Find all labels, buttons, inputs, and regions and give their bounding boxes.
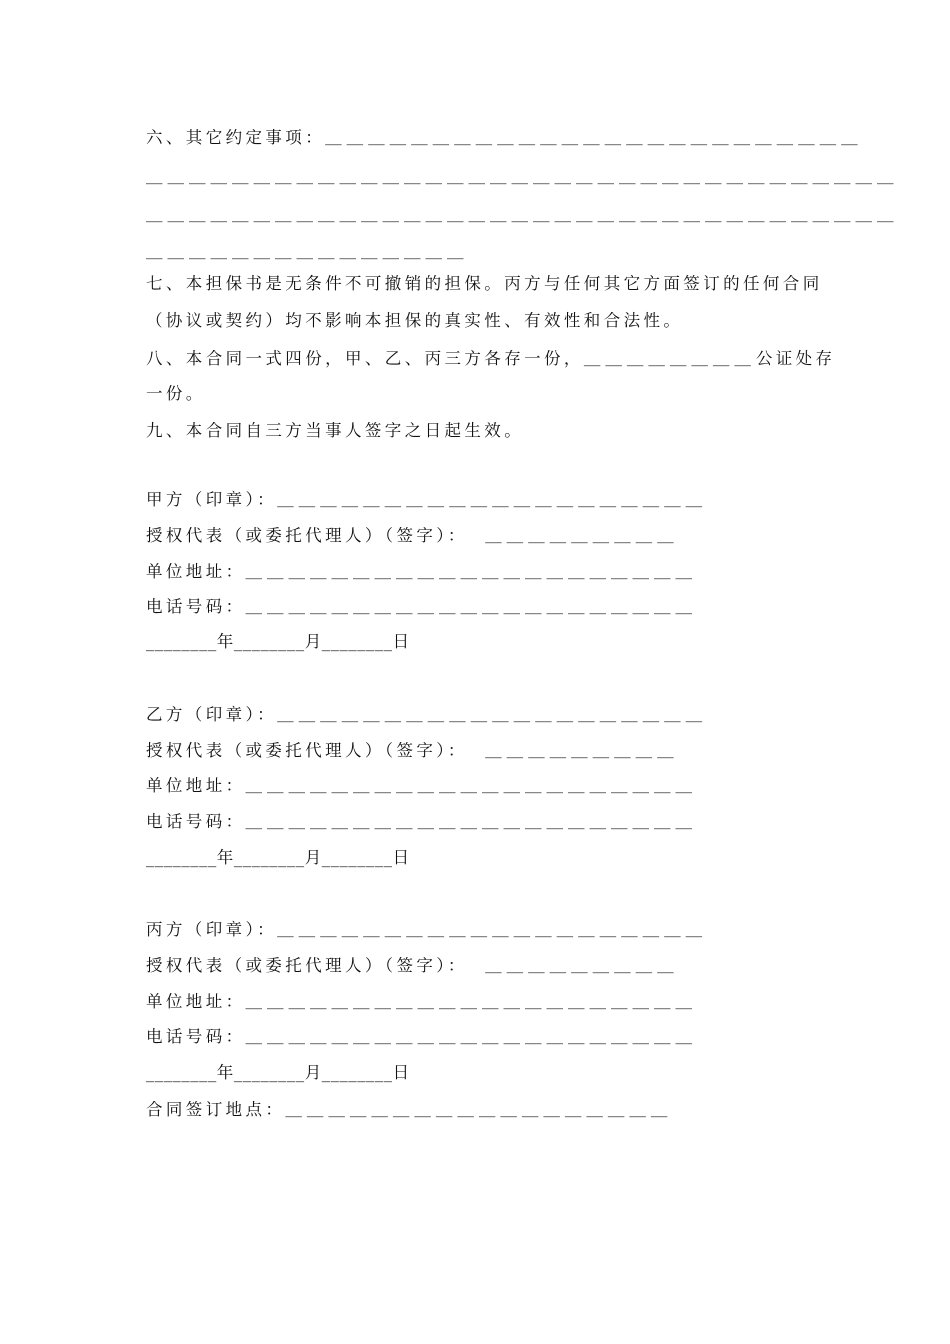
party-a-blank: ＿＿＿＿＿＿＿＿＿＿＿＿＿＿＿＿＿＿＿＿ bbox=[277, 490, 708, 509]
party-c-address-line bbox=[146, 989, 697, 1015]
party-a-rep-label: 授权代表（或委托代理人）（签字）： bbox=[146, 526, 468, 545]
party-a-seal-line bbox=[146, 487, 707, 513]
clause-7-line-1: 七、本担保书是无条件不可撤销的担保。丙方与任何其它方面签订的任何合同 bbox=[146, 274, 823, 293]
party-c-address-blank: ＿＿＿＿＿＿＿＿＿＿＿＿＿＿＿＿＿＿＿＿＿ bbox=[245, 992, 697, 1011]
party-b-phone-label: 电话号码： bbox=[146, 812, 246, 831]
clause-8-blank: ＿＿＿＿＿＿＿＿ bbox=[583, 349, 756, 368]
clause-8-line-2: 一份。 bbox=[146, 384, 206, 403]
party-b-address-label: 单位地址： bbox=[146, 776, 246, 795]
clause-6-blank-line-4: ＿＿＿＿＿＿＿＿＿＿＿＿＿＿＿ bbox=[146, 242, 469, 261]
party-a-address-blank: ＿＿＿＿＿＿＿＿＿＿＿＿＿＿＿＿＿＿＿＿＿ bbox=[245, 562, 697, 581]
party-c-label: 丙方（印章）： bbox=[146, 920, 278, 939]
party-a-address-label: 单位地址： bbox=[146, 562, 246, 581]
party-a-date-line: ________年________月________日 bbox=[146, 632, 410, 651]
clause-8-text: 八、本合同一式四份，甲、乙、丙三方各存一份， bbox=[146, 349, 584, 368]
clause-6-blank-line-2: ＿＿＿＿＿＿＿＿＿＿＿＿＿＿＿＿＿＿＿＿＿＿＿＿＿＿＿＿＿＿＿＿＿＿＿ bbox=[146, 167, 899, 186]
party-c-phone-blank: ＿＿＿＿＿＿＿＿＿＿＿＿＿＿＿＿＿＿＿＿＿ bbox=[245, 1027, 697, 1046]
party-a-rep-line bbox=[146, 523, 679, 549]
party-c-rep-blank: ＿＿＿＿＿＿＿＿＿ bbox=[485, 956, 679, 975]
party-a-rep-blank: ＿＿＿＿＿＿＿＿＿ bbox=[485, 526, 679, 545]
party-b-rep-label: 授权代表（或委托代理人）（签字）： bbox=[146, 741, 468, 760]
clause-8-notary: 公证处存 bbox=[755, 349, 836, 368]
clause-8-line-1 bbox=[146, 346, 835, 372]
party-b-rep-blank: ＿＿＿＿＿＿＿＿＿ bbox=[485, 741, 679, 760]
clause-9: 九、本合同自三方当事人签字之日起生效。 bbox=[146, 421, 525, 440]
clause-6-blank: ＿＿＿＿＿＿＿＿＿＿＿＿＿＿＿＿＿＿＿＿＿＿＿＿＿ bbox=[325, 128, 863, 147]
party-c-rep-label: 授权代表（或委托代理人）（签字）： bbox=[146, 956, 468, 975]
party-c-phone-label: 电话号码： bbox=[146, 1027, 246, 1046]
signing-place-label: 合同签订地点： bbox=[146, 1100, 286, 1119]
clause-6-blank-line-3: ＿＿＿＿＿＿＿＿＿＿＿＿＿＿＿＿＿＿＿＿＿＿＿＿＿＿＿＿＿＿＿＿＿＿＿ bbox=[146, 205, 899, 224]
party-b-rep-line bbox=[146, 738, 679, 764]
party-b-phone-blank: ＿＿＿＿＿＿＿＿＿＿＿＿＿＿＿＿＿＿＿＿＿ bbox=[245, 812, 697, 831]
party-b-phone-line bbox=[146, 809, 697, 835]
party-a-phone-label: 电话号码： bbox=[146, 597, 246, 616]
clause-6-label: 六、其它约定事项： bbox=[146, 128, 326, 147]
party-b-label: 乙方（印章）： bbox=[146, 705, 278, 724]
party-a-phone-line bbox=[146, 594, 697, 620]
party-c-seal-line bbox=[146, 917, 707, 943]
party-b-address-line bbox=[146, 773, 697, 799]
party-b-date-line: ________年________月________日 bbox=[146, 848, 410, 867]
party-c-rep-line bbox=[146, 953, 679, 979]
party-b-seal-line bbox=[146, 702, 707, 728]
clause-6-line-1 bbox=[146, 125, 863, 151]
party-b-address-blank: ＿＿＿＿＿＿＿＿＿＿＿＿＿＿＿＿＿＿＿＿＿ bbox=[245, 776, 697, 795]
party-c-blank: ＿＿＿＿＿＿＿＿＿＿＿＿＿＿＿＿＿＿＿＿ bbox=[277, 920, 708, 939]
party-a-phone-blank: ＿＿＿＿＿＿＿＿＿＿＿＿＿＿＿＿＿＿＿＿＿ bbox=[245, 597, 697, 616]
party-b-blank: ＿＿＿＿＿＿＿＿＿＿＿＿＿＿＿＿＿＿＿＿ bbox=[277, 705, 708, 724]
clause-7-line-2: （协议或契约）均不影响本担保的真实性、有效性和合法性。 bbox=[146, 311, 684, 330]
party-c-phone-line bbox=[146, 1024, 697, 1050]
party-a-label: 甲方（印章）： bbox=[146, 490, 278, 509]
party-c-date-line: ________年________月________日 bbox=[146, 1063, 410, 1082]
signing-place-line bbox=[146, 1097, 672, 1123]
party-a-address-line bbox=[146, 559, 697, 585]
party-c-address-label: 单位地址： bbox=[146, 992, 246, 1011]
signing-place-blank: ＿＿＿＿＿＿＿＿＿＿＿＿＿＿＿＿＿＿ bbox=[285, 1100, 673, 1119]
